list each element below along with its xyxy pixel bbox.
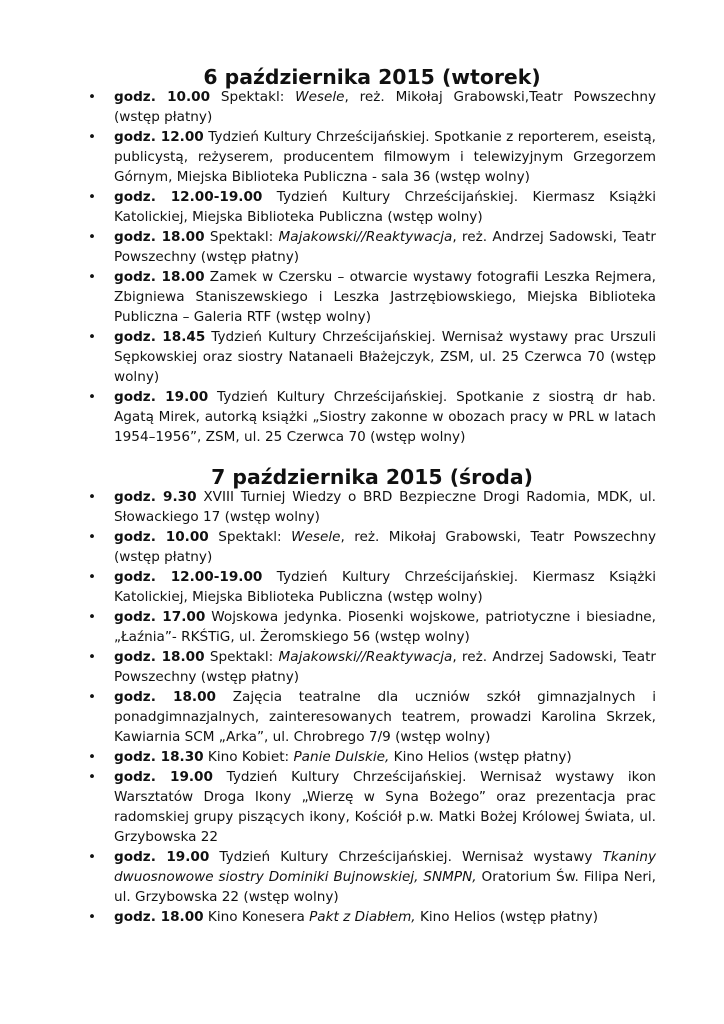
event-time: godz. 18.00 bbox=[114, 909, 204, 925]
bullet-icon: • bbox=[88, 749, 97, 765]
event-time: godz. 19.00 bbox=[114, 769, 213, 785]
bullet-icon: • bbox=[88, 909, 97, 925]
event-time: godz. 9.30 bbox=[114, 489, 197, 505]
event-description: Wojskowa jedynka. Piosenki wojskowe, patriotyczne i biesiadne, „Łaźnia”- RKŚTiG, ul. Żeromskiego 56 (wstęp wolny) bbox=[114, 609, 656, 645]
event-item bbox=[88, 227, 656, 267]
event-time: godz. 12.00-19.00 bbox=[114, 569, 263, 585]
event-time: godz. 12.00-19.00 bbox=[114, 189, 263, 205]
event-title: Panie Dulskie, bbox=[293, 749, 390, 765]
event-time: godz. 10.00 bbox=[114, 89, 211, 105]
event-item bbox=[88, 267, 656, 327]
event-item bbox=[88, 687, 656, 747]
event-description: Tydzień Kultury Chrześcijańskiej. Wernisaż wystawy ikon Warsztatów Droga Ikony „Wierzę w Syna Bożego” oraz prezentacja prac radomskiej grupy piszących ikony, Kościół p.w. Matki Bożej Królowej Świata, ul. Grzybowska 22 bbox=[114, 769, 656, 845]
event-item bbox=[88, 527, 656, 567]
event-title: Tkaniny dwuosnowowe siostry Dominiki Bujnowskiej, SNMPN, bbox=[114, 849, 656, 885]
event-description: Tydzień Kultury Chrześcijańskiej. Spotkanie z reporterem, eseistą, publicystą, reżyserem, producentem filmowym i telewizyjnym Grzegorzem Górnym, Miejska Biblioteka Publiczna - sala 36 (wstęp wolny) bbox=[114, 129, 656, 185]
bullet-icon: • bbox=[88, 489, 97, 505]
event-description: Kino Kobiet: bbox=[203, 749, 294, 765]
event-time: godz. 19.00 bbox=[114, 849, 210, 865]
event-description: Tydzień Kultury Chrześcijańskiej. Spotkanie z siostrą dr hab. Agatą Mirek, autorką książki „Siostry zakonne w obozach pracy w PRL w latach 1954–1956”, ZSM, ul. 25 Czerwca 70 (wstęp wolny) bbox=[114, 389, 656, 445]
event-time: godz. 18.30 bbox=[114, 749, 204, 765]
bullet-icon: • bbox=[88, 129, 97, 145]
bullet-icon: • bbox=[88, 569, 97, 585]
bullet-icon: • bbox=[88, 849, 97, 865]
event-item bbox=[88, 87, 656, 127]
event-time: godz. 19.00 bbox=[114, 389, 209, 405]
event-item bbox=[88, 647, 656, 687]
event-item bbox=[88, 847, 656, 907]
bullet-icon: • bbox=[88, 389, 97, 405]
bullet-icon: • bbox=[88, 649, 97, 665]
event-time: godz. 18.00 bbox=[114, 689, 216, 705]
event-description: Tydzień Kultury Chrześcijańskiej. Wernisaż wystawy prac Urszuli Sępkowskiej oraz siostry Natanaeli Błażejczyk, ZSM, ul. 25 Czerwca 70 (wstęp wolny) bbox=[114, 329, 657, 385]
event-description: Spektakl: bbox=[210, 89, 296, 105]
event-title: Majakowski//Reaktywacja bbox=[278, 229, 453, 245]
event-item bbox=[88, 327, 656, 387]
event-description: Spektakl: bbox=[208, 529, 292, 545]
event-description: Kino Helios (wstęp płatny) bbox=[389, 749, 572, 765]
event-time: godz. 17.00 bbox=[114, 609, 206, 625]
bullet-icon: • bbox=[88, 269, 97, 285]
event-description: , reż. Andrzej Sadowski, Teatr Powszechny (wstęp płatny) bbox=[114, 649, 656, 685]
event-description: Tydzień Kultury Chrześcijańskiej. Wernisaż wystawy bbox=[209, 849, 603, 865]
event-description: XVIII Turniej Wiedzy o BRD Bezpieczne Drogi Radomia, MDK, ul. Słowackiego 17 (wstęp wolny) bbox=[114, 489, 656, 525]
event-time: godz. 12.00 bbox=[114, 129, 204, 145]
event-item bbox=[88, 487, 656, 527]
event-item bbox=[88, 767, 656, 847]
bullet-icon: • bbox=[88, 609, 97, 625]
event-title: Wesele bbox=[291, 529, 341, 545]
event-title: Majakowski//Reaktywacja bbox=[278, 649, 453, 665]
bullet-icon: • bbox=[88, 189, 97, 205]
event-list bbox=[88, 487, 656, 927]
event-time: godz. 18.00 bbox=[114, 269, 205, 285]
event-description: Tydzień Kultury Chrześcijańskiej. Kiermasz Książki Katolickiej, Miejska Biblioteka Publiczna (wstęp wolny) bbox=[114, 569, 656, 605]
event-time: godz. 10.00 bbox=[114, 529, 209, 545]
day-heading: 7 października 2015 (środa) bbox=[211, 465, 533, 489]
event-description: Spektakl: bbox=[204, 229, 279, 245]
bullet-icon: • bbox=[88, 529, 97, 545]
event-item bbox=[88, 187, 656, 227]
event-item bbox=[88, 567, 656, 607]
event-description: , reż. Mikołaj Grabowski, Teatr Powszechny (wstęp płatny) bbox=[114, 529, 657, 565]
event-description: Spektakl: bbox=[204, 649, 279, 665]
event-description: , reż. Mikołaj Grabowski,Teatr Powszechny (wstęp płatny) bbox=[114, 89, 657, 125]
bullet-icon: • bbox=[88, 689, 97, 705]
event-title: Pakt z Diabłem, bbox=[309, 909, 416, 925]
bullet-icon: • bbox=[88, 229, 97, 245]
event-description: Tydzień Kultury Chrześcijańskiej. Kiermasz Książki Katolickiej, Miejska Biblioteka Publiczna (wstęp wolny) bbox=[114, 189, 656, 225]
event-description: Kino Konesera bbox=[203, 909, 310, 925]
event-time: godz. 18.00 bbox=[114, 649, 205, 665]
event-item bbox=[88, 607, 656, 647]
bullet-icon: • bbox=[88, 769, 97, 785]
event-title: Wesele bbox=[295, 89, 345, 105]
event-description: Zamek w Czersku – otwarcie wystawy fotografii Leszka Rejmera, Zbigniewa Staniszewskiego i Leszka Jastrzębiowskiego, Miejska Biblioteka Publiczna – Galeria RTF (wstęp wolny) bbox=[114, 269, 656, 325]
event-description: Oratorium Św. Filipa Neri, ul. Grzybowska 22 (wstęp wolny) bbox=[114, 869, 657, 905]
event-item bbox=[88, 127, 656, 187]
event-item bbox=[88, 747, 656, 767]
bullet-icon: • bbox=[88, 89, 97, 105]
event-item bbox=[88, 387, 656, 447]
event-list bbox=[88, 87, 656, 447]
event-time: godz. 18.45 bbox=[114, 329, 206, 345]
event-item bbox=[88, 907, 656, 927]
bullet-icon: • bbox=[88, 329, 97, 345]
event-time: godz. 18.00 bbox=[114, 229, 205, 245]
event-description: Kino Helios (wstęp płatny) bbox=[415, 909, 599, 925]
event-description: , reż. Andrzej Sadowski, Teatr Powszechny (wstęp płatny) bbox=[114, 229, 656, 265]
event-description: Zajęcia teatralne dla uczniów szkół gimnazjalnych i ponadgimnazjalnych, zainteresowanych teatrem, prowadzi Karolina Skrzek, Kawiarnia SCM „Arka”, ul. Chrobrego 7/9 (wstęp wolny) bbox=[114, 689, 657, 745]
event-schedule bbox=[88, 67, 656, 927]
day-heading: 6 października 2015 (wtorek) bbox=[203, 65, 541, 89]
